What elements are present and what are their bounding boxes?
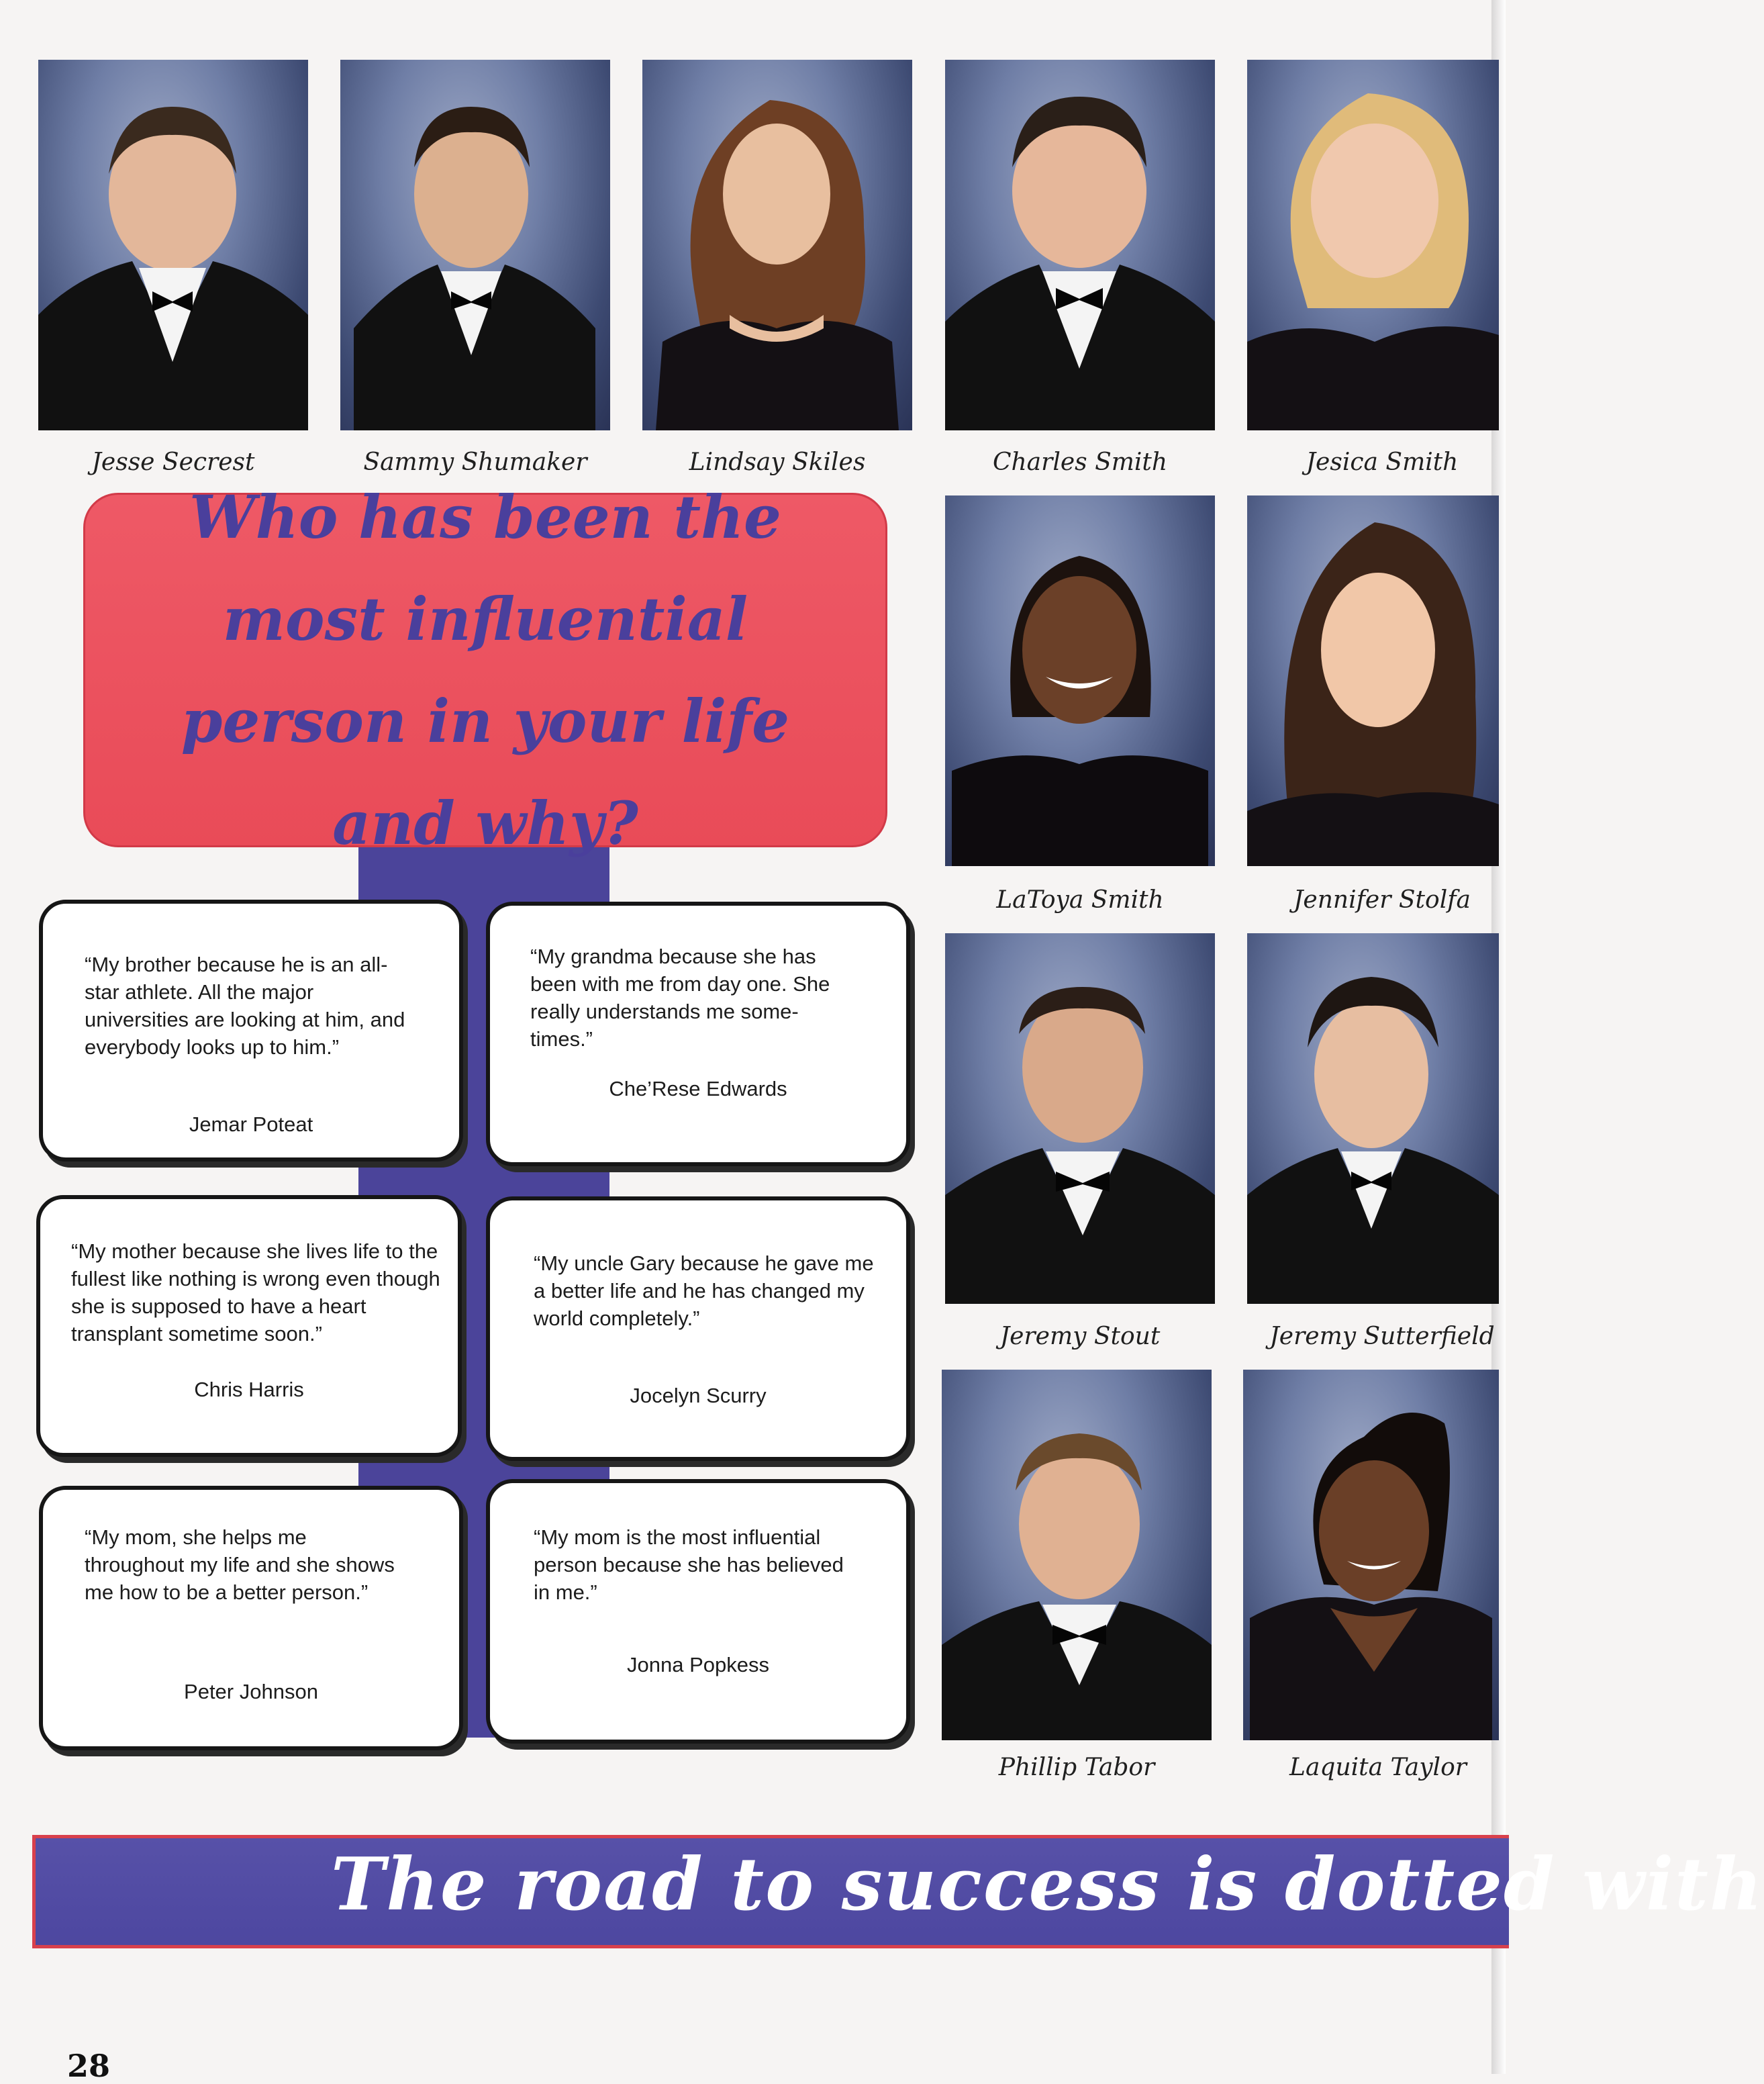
quote-author: Jonna Popkess [627, 1653, 769, 1676]
quote-card [486, 1479, 910, 1744]
quote-author: Jocelyn Scurry [630, 1384, 767, 1407]
portrait-photo [945, 60, 1215, 430]
quote-author: Che’Rese Edwards [609, 1077, 787, 1100]
quote-text: “My mom, she helps me throughout my life and she shows me how to be a better person.” [85, 1525, 395, 1604]
portrait-photo [1243, 1370, 1499, 1740]
quote-text: “My mom is the most influential person because she has believed in me.” [534, 1525, 844, 1604]
question-box [83, 482, 887, 858]
portrait-photo [340, 60, 610, 430]
quote-card [36, 1195, 462, 1457]
quote-author: Jemar Poteat [189, 1112, 313, 1136]
portrait-name: Jesica Smith [1306, 448, 1459, 476]
quote-author: Peter Johnson [184, 1680, 318, 1703]
page-number: 28 [67, 2048, 111, 2084]
motto-banner [32, 1835, 1764, 1948]
portrait-photo [642, 60, 912, 430]
portrait-photo [38, 60, 308, 430]
portrait-photo [1247, 933, 1499, 1304]
portrait-name: Jeremy Sutterfield [1269, 1323, 1495, 1350]
quote-text: “My mother because she lives life to the fullest like nothing is wrong even though she is supposed to have a heart transplant sometime soon.” [71, 1239, 440, 1345]
portrait-name: Charles Smith [992, 448, 1168, 476]
quote-card [486, 1196, 910, 1461]
portrait-photo [1247, 495, 1499, 866]
question-heading: Who has been the most influential person in your life and why? [181, 482, 790, 858]
portrait-photo [1247, 60, 1499, 430]
quote-card [39, 1486, 463, 1750]
quote-text: “My uncle Gary because he gave me a better life and he has changed my world completely.” [534, 1251, 874, 1330]
portrait-name: Laquita Taylor [1289, 1754, 1467, 1781]
portrait-name: Jeremy Stout [999, 1323, 1161, 1350]
quote-author: Chris Harris [194, 1378, 304, 1401]
quote-card [486, 902, 910, 1166]
portrait-photo [945, 495, 1215, 866]
portrait-name: Lindsay Skiles [689, 448, 866, 476]
portrait-name: LaToya Smith [996, 886, 1164, 914]
portrait-photo [945, 933, 1215, 1304]
quote-text: “My grandma because she has been with me from day one. She really understands me some-times.” [530, 945, 830, 1051]
portrait-name: Sammy Shumaker [363, 448, 587, 476]
quote-card [39, 900, 463, 1162]
portrait-name: Phillip Tabor [998, 1754, 1155, 1781]
quote-text: “My brother because he is an all-star athlete. All the major universities are looking at him, and everybody looks up to him.” [85, 953, 405, 1059]
portrait-name: Jesse Secrest [91, 448, 255, 476]
motto-text: The road to success is dotted with [331, 1842, 1764, 1927]
portrait-name: Jennifer Stolfa [1293, 886, 1471, 914]
portrait-photo [942, 1370, 1212, 1740]
